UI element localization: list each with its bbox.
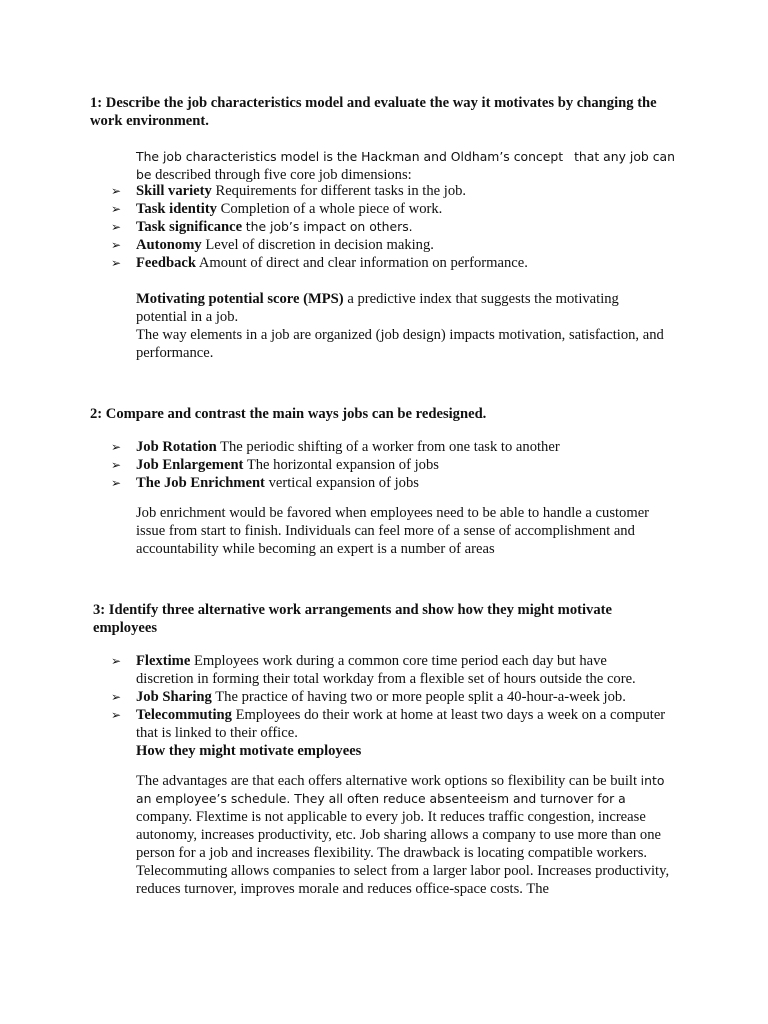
- q3-list: [111, 652, 666, 742]
- list-item: [111, 200, 691, 218]
- q3-subheading: How they might motivate employees: [136, 743, 362, 759]
- q1-heading: 1: Describe the job characteristics model and evaluate the way it motivates by changing the work environment.: [90, 95, 657, 129]
- q2-list: [111, 438, 691, 492]
- list-item-desc: Amount of direct and clear information on performance.: [198, 255, 528, 271]
- list-item-desc: the job’s impact on others.: [245, 219, 413, 234]
- q1-intro-part2: that any job can be: [136, 149, 675, 182]
- list-item-term: Feedback: [136, 255, 196, 271]
- advantages-rest: company. Flextime is not applicable to every job. It reduces traffic congestion, increase autonomy, increases productivity, etc. Job sharing allows a company to use more than one person for a job and increases flexibility. The drawback is locating compatible workers. Telecommuting allows companies to select from a larger labor pool. Increases productivity, reduces turnover, improves morale and reduces office-space costs. The: [136, 809, 670, 897]
- list-item: [111, 688, 666, 706]
- advantages-line-2: into an employee’s schedule. They all often reduce absenteeism and turnover for a: [136, 773, 665, 806]
- arrow-bullet-icon: ➢: [111, 690, 122, 704]
- arrow-bullet-icon: ➢: [111, 184, 122, 198]
- q1-design-paragraph: The way elements in a job are organized (job design) impacts motivation, satisfaction, and performance.: [136, 327, 664, 361]
- mps-desc: a predictive index that suggests the motivating potential in a job.: [136, 291, 619, 325]
- arrow-bullet-icon: ➢: [111, 256, 122, 270]
- list-item-term: Skill variety: [136, 183, 212, 199]
- list-item-term: Flextime: [136, 653, 191, 669]
- list-item-desc: vertical expansion of jobs: [268, 475, 419, 491]
- list-item-desc: The practice of having two or more people split a 40-hour-a-week job.: [215, 689, 626, 705]
- q2-paragraph: Job enrichment would be favored when employees need to be able to handle a customer issue from start to finish. Individuals can feel more of a sense of accomplishment and accountability while becoming an expert is a number of areas: [136, 505, 650, 557]
- arrow-bullet-icon: ➢: [111, 476, 122, 490]
- arrow-bullet-icon: ➢: [111, 238, 122, 252]
- list-item: [111, 706, 666, 742]
- q1-mps-paragraph: [136, 290, 666, 326]
- arrow-bullet-icon: ➢: [111, 220, 122, 234]
- list-item-term: The Job Enrichment: [136, 475, 265, 491]
- list-item-term: Telecommuting: [136, 707, 232, 723]
- q3-heading: 3: Identify three alternative work arrangements and show how they might motivate employees: [93, 602, 612, 636]
- q1-intro: [136, 148, 684, 184]
- list-item-desc: The horizontal expansion of jobs: [246, 457, 439, 473]
- q1-intro-part1: The job characteristics model is the Hackman and Oldham’s concept: [136, 149, 564, 164]
- list-item: [111, 438, 691, 456]
- q3-advantages-paragraph: [136, 772, 676, 898]
- q2-heading: 2: Compare and contrast the main ways jobs can be redesigned.: [90, 406, 487, 422]
- list-item: [111, 236, 691, 254]
- list-item: [111, 218, 691, 236]
- mps-term: Motivating potential score (MPS): [136, 291, 344, 307]
- advantages-line-1: The advantages are that each offers alternative work options so flexibility can be built: [136, 773, 638, 789]
- list-item: [111, 652, 666, 688]
- list-item-desc: Employees do their work at home at least two days a week on a computer that is linked to their office.: [136, 707, 666, 741]
- q1-dimensions-list: [111, 182, 691, 272]
- list-item-term: Job Rotation: [136, 439, 217, 455]
- list-item-desc: Employees work during a common core time period each day but have discretion in forming their total workday from a flexible set of hours outside the core.: [136, 653, 636, 687]
- arrow-bullet-icon: ➢: [111, 202, 122, 216]
- list-item-term: Task identity: [136, 201, 217, 217]
- list-item-desc: Requirements for different tasks in the job.: [215, 183, 467, 199]
- arrow-bullet-icon: ➢: [111, 440, 122, 454]
- list-item-term: Autonomy: [136, 237, 202, 253]
- list-item-desc: The periodic shifting of a worker from one task to another: [220, 439, 560, 455]
- list-item-term: Task significance: [136, 219, 243, 235]
- arrow-bullet-icon: ➢: [111, 654, 122, 668]
- arrow-bullet-icon: ➢: [111, 708, 122, 722]
- list-item: [111, 474, 691, 492]
- list-item: [111, 182, 691, 200]
- list-item-term: Job Enlargement: [136, 457, 244, 473]
- list-item-term: Job Sharing: [136, 689, 212, 705]
- list-item-desc: Completion of a whole piece of work.: [220, 201, 443, 217]
- list-item-desc: Level of discretion in decision making.: [205, 237, 434, 253]
- list-item: [111, 254, 691, 272]
- q1-intro-part3: described through five core job dimensions:: [155, 167, 412, 183]
- arrow-bullet-icon: ➢: [111, 458, 122, 472]
- list-item: [111, 456, 691, 474]
